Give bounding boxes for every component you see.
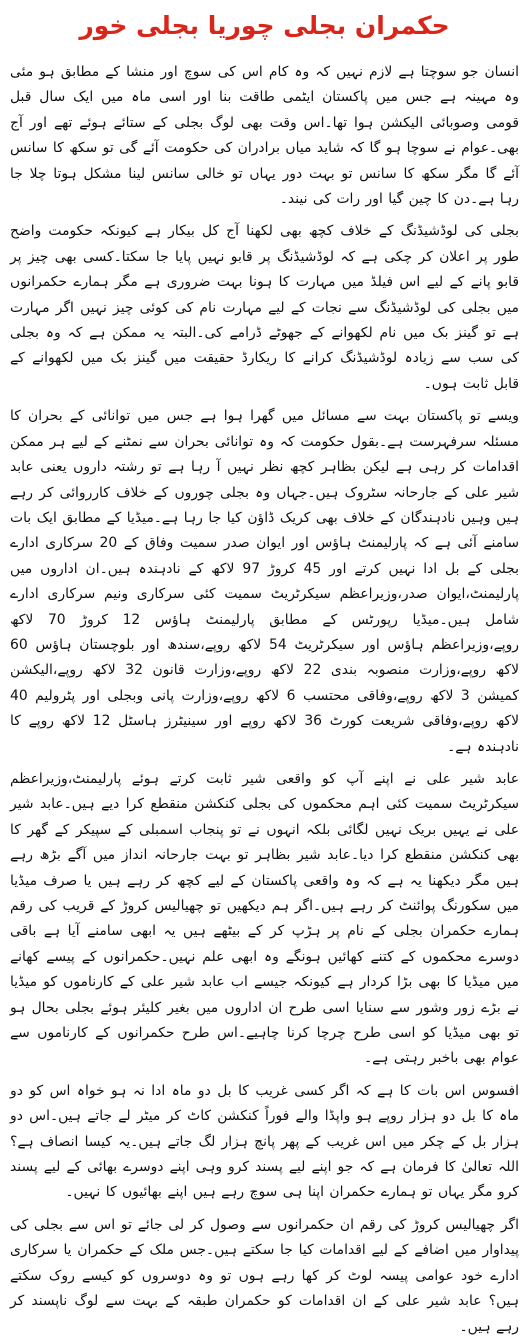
article-paragraph-5: افسوس اس بات کا ہے کہ اگر کسی غریب کا بل دو ماہ ادا نہ ہو خواہ اس کو دو ماہ کا بل دو ہزار روپے ہو واپڈا والے فوراً کنکشن کاٹ کر میٹر لے جاتے ہیں۔اس دو ہزار بل کے چکر میں اس غریب کے پھر پانچ ہزار لگ جاتے ہیں۔یہ کیسا انصاف ہے؟اللہ تعالیٰ کا فرمان ہے کہ جو اپنے لیے پسند کرو وہی اپنے دوسرے بھائی کے لیے پسند کرو مگر یہاں تو ہمارے حکمران اپنا ہی سوچ رہے ہیں اپنے بھائیوں کا نہیں۔	[10, 1082, 519, 1201]
article-paragraph-6: اگر چھیالیس کروڑ کی رقم ان حکمرانوں سے وصول کر لی جائے تو اس سے بجلی کی پیداوار میں اضافے کے لیے اقدامات کیا جا سکتے ہیں۔جس ملک کے حکمران یا سرکاری ادارے خود عوامی پیسہ لوٹ کر کھا رہے ہوں تو وہ دوسروں کو کیسے روک سکتے ہیں؟ عابد شیر علی کے ان اقدامات کو حکمران طبقہ کے بہت سے لوگ ناپسند کر رہے ہیں۔	[10, 1216, 519, 1335]
article-paragraph-1: انسان جو سوچتا ہے لازم نہیں کہ وہ کام اس کی سوچ اور منشا کے مطابق ہو مئی وہ مہینہ ہے جس میں پاکستان ایٹمی طاقت بنا اور اسی ماہ میں ایک سال قبل قومی وصوبائی الیکشن ہوا تھا۔اس وقت بھی لوگ بجلی کے ستائے ہوئے تھے اور آج بھی۔عوام نے سوچا ہو گا کہ شاید میاں برادران کی حکومت آئے گی تو سکھ کا سانس آئے گا مگر سکھ کا سانس تو بہت دور یہاں تو خالی سانس لینا مشکل ہوتا چلا جا رہا ہے۔دن کا چین گیا اور رات کی نیند۔	[10, 64, 519, 208]
article-title: حکمران بجلی چوریا بجلی خور	[79, 11, 450, 40]
article-body	[10, 60, 519, 1340]
article-paragraph-2: بجلی کی لوڈشیڈنگ کے خلاف کچھ بھی لکھنا آج کل بیکار ہے کیونکہ حکومت واضح طور پر اعلان کر چکی ہے کہ لوڈشیڈنگ پر قابو نہیں پایا جا سکتا۔کسی بھی چیز پر قابو پانے کے لیے اس فیلڈ میں مہارت کا ہونا بہت ضروری ہے مگر ہمارے حکمرانوں میں بجلی کی لوڈشیڈنگ سے نجات کے لیے مہارت نام کی کوئی چیز نہیں اگر مہارت ہے تو گینز بک میں نام لکھوانے کے جھوٹے ڈرامے کی۔البتہ یہ ممکن ہے کہ وہ بجلی کی سب سے زیادہ لوڈشیڈنگ کرانے کا ریکارڈ حقیقت میں گینز بک میں لکھوانے کے قابل ثابت ہوں۔	[10, 223, 519, 392]
article-paragraph-4: عابد شیر علی نے اپنے آپ کو واقعی شیر ثابت کرتے ہوئے پارلیمنٹ،وزیراعظم سیکرٹریٹ سمیت کئی اہم محکموں کی بجلی کنکشن منقطع کرا دیے ہیں۔عابد شیر علی نے یہیں بریک نہیں لگائی بلکہ انہوں نے تو پنجاب اسمبلی کے سپیکر کے گھر کا بھی کنکشن منقطع کرا دیا۔عابد شیر بظاہر تو بہت جارحانہ انداز میں آگے بڑھ رہے ہیں مگر دیکھنا یہ ہے کہ وہ واقعی پاکستان کے لیے کچھ کر رہے ہیں یا صرف میڈیا میں سکورنگ پوائنٹ کر رہے ہیں۔اگر ہم دیکھیں تو چھیالیس کروڑ کے قریب کی رقم ہمارے حکمران بجلی کے نام پر ہڑپ کر کے بیٹھے ہیں یہ ابھی سامنے آیا ہے باقی دوسرے محکموں کے کتنے کھائیں ہونگے وہ ابھی علم نہیں۔حکمرانوں کے پیسے کھانے میں میڈیا کا بھی بڑا کردار ہے کیونکہ جیسے اب عابد شیر علی کے کارناموں کو میڈیا نے بڑے زور وشور سے سنایا اسی طرح ان اداروں میں بغیر کلیئر ہوئے بجلی بحال ہو تو بھی میڈیا کو اسی طرح چرچا کرنا چاہیے۔اس طرح حکمرانوں کے کارناموں سے عوام بھی باخبر رہتی ہے۔	[10, 770, 519, 1067]
article-paragraph-3: ویسے تو پاکستان بہت سے مسائل میں گھرا ہوا ہے جس میں توانائی کے بحران کا مسئلہ سرفہرست ہے۔بقول حکومت کہ وہ توانائی بحران سے نمٹنے کے لیے ہر ممکن اقدامات کر رہی ہے لیکن بظاہر کچھ نظر نہیں آ رہا ہے تو رشتہ داروں یعنی عابد شیر علی کے جارحانہ سٹروک ہیں۔جہاں وہ بجلی چوروں کے خلاف کارروائی کر رہے ہیں وہیں نادہندگان کے خلاف بھی کریک ڈاؤن کیا جا رہا ہے۔میڈیا کے مطابق ایک بات سامنے آئی ہے کہ پارلیمنٹ ہاؤس اور ایوان صدر سمیت وفاق کے 20 سرکاری ادارے بجلی کے بل ادا نہیں کرتے اور 45 کروڑ 97 لاکھ کے نادہندہ ہیں۔ان اداروں میں پارلیمنٹ،ایوان صدر،وزیراعظم سیکرٹریٹ سمیت کئی سرکاری ونیم سرکاری ادارے شامل ہیں۔میڈیا رپورٹس کے مطابق پارلیمنٹ ہاؤس 12 کروڑ 70 لاکھ روپے،وزیراعظم ہاؤس اور سیکرٹریٹ 54 لاکھ روپے،سندھ اور بلوچستان ہاؤس 60 لاکھ روپے،وزارت منصوبہ بندی 22 لاکھ روپے،وزارت قانون 32 لاکھ روپے،الیکشن کمیشن 3 لاکھ روپے،وفاقی محتسب 6 لاکھ روپے،وزارت پانی وبجلی اور پٹرولیم 40 لاکھ روپے،وفاقی شریعت کورٹ 36 لاکھ روپے اور سینیٹرز ہاسٹل 12 لاکھ روپے کا نادہندہ ہے۔	[10, 408, 520, 755]
